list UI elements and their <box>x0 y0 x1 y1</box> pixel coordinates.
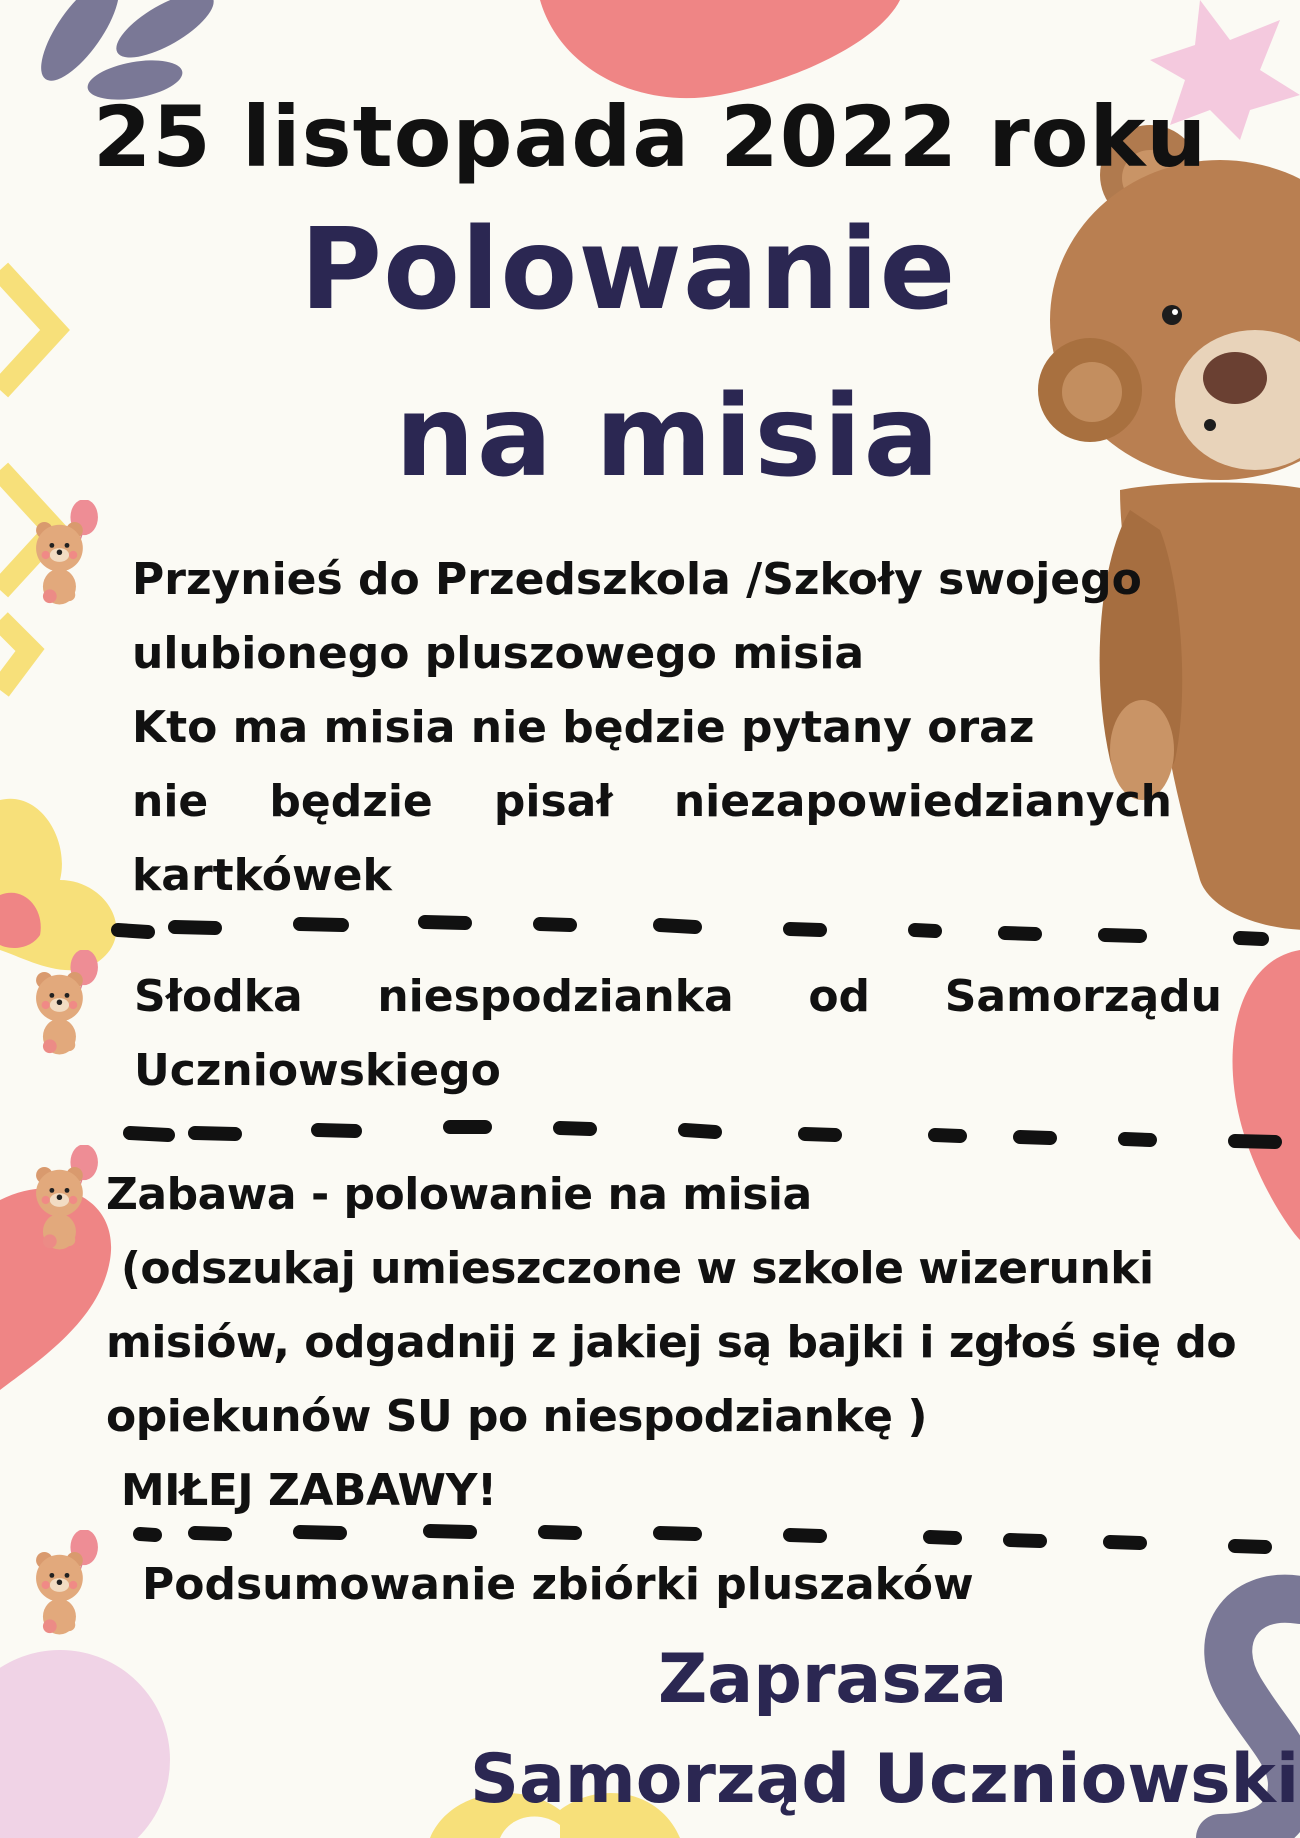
section-text-line: Słodka niespodzianka od Samorządu <box>134 971 1222 1022</box>
section-text-line: MIŁEJ ZABAWY! <box>106 1465 497 1516</box>
dashed-divider <box>0 912 1300 952</box>
section-sweet-surprise <box>134 960 1222 1108</box>
section-bear-hunt-game <box>106 1158 1237 1528</box>
dashed-divider <box>0 1113 1300 1153</box>
section-text-line: opiekunów SU po niespodziankę ) <box>106 1391 927 1442</box>
teddy-bear-with-balloon-icon <box>12 500 122 610</box>
title-line-2: na misia <box>395 372 942 502</box>
title-line-1: Polowanie <box>300 205 957 335</box>
section-text-line: Podsumowanie zbiórki pluszaków <box>142 1559 974 1610</box>
section-text-line: Kto ma misia nie będzie pytany oraz <box>132 702 1035 753</box>
section-collection-summary <box>142 1548 1142 1622</box>
section-text-line: kartkówek <box>132 850 392 901</box>
section-text-line: Zabawa - polowanie na misia <box>106 1169 812 1220</box>
section-text-line: Przynieś do Przedszkola /Szkoły swojego <box>132 554 1142 605</box>
section-text-line: ulubionego pluszowego misia <box>132 628 865 679</box>
section-text-line: (odszukaj umieszczone w szkole wizerunki <box>106 1243 1154 1294</box>
footer-invite: Zaprasza <box>658 1640 1008 1719</box>
footer-organizer: Samorząd Uczniowski <box>470 1740 1300 1819</box>
section-text-line: nie będzie pisał niezapowiedzianych <box>132 776 1172 827</box>
event-date: 25 listopada 2022 roku <box>92 88 1208 186</box>
section-text-line: misiów, odgadnij z jakiej są bajki i zgłoś się do <box>106 1317 1237 1368</box>
teddy-bear-with-balloon-icon <box>12 1530 122 1640</box>
section-bring-teddy <box>132 543 1172 913</box>
section-text-line: Uczniowskiego <box>134 1045 501 1096</box>
teddy-bear-with-balloon-icon <box>12 950 122 1060</box>
